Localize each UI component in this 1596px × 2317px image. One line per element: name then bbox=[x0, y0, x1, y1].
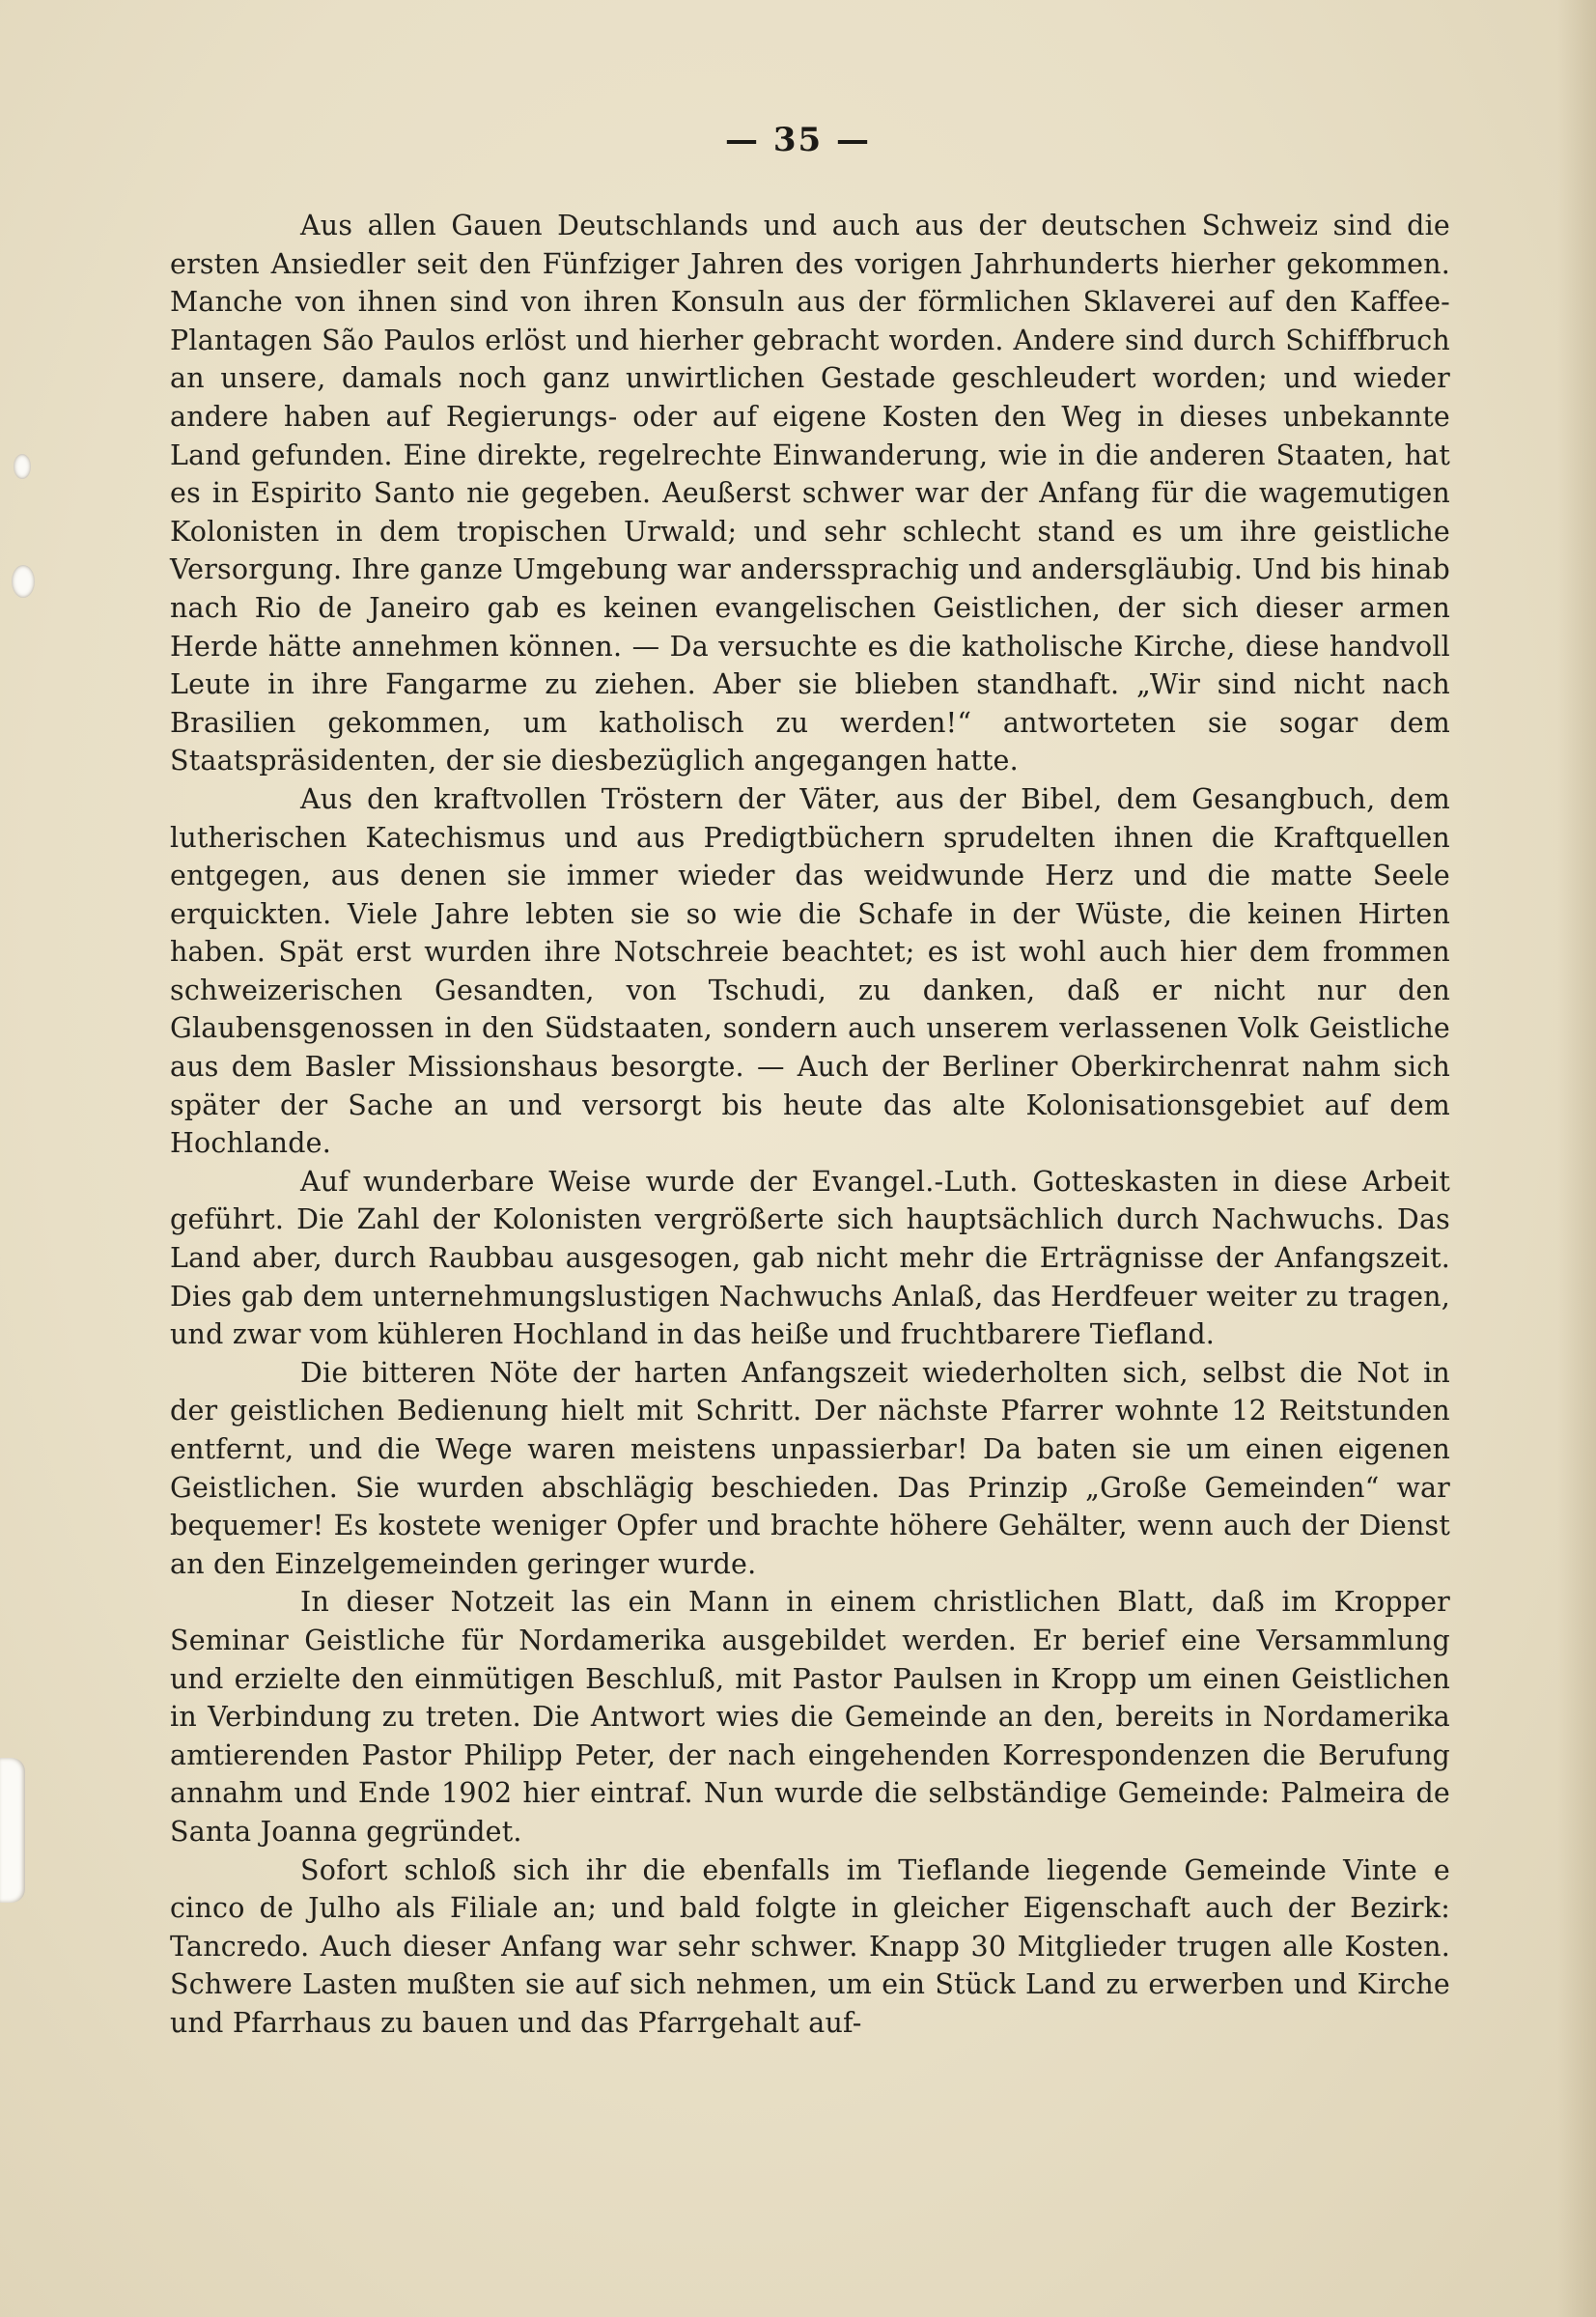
paragraph: Aus den kraftvollen Tröstern der Väter, aus der Bibel, dem Gesangbuch, dem lutherischen Katechismus und aus Predigtbüchern sprudelten ihnen die Kraftquellen entgegen, aus denen sie immer wieder das weidwunde Herz und die matte Seele erquickten. Viele Jahre lebten sie so wie die Schafe in der Wüste, die keinen Hirten haben. Spät erst wurden ihre Notschreie beachtet; es ist wohl auch hier dem frommen schweizerischen Gesandten, von Tschudi, zu danken, daß er nicht nur den Glaubensgenossen in den Südstaaten, sondern auch unserem verlassenen Volk Geistliche aus dem Basler Missionshaus besorgte. — Auch der Berliner Oberkirchenrat nahm sich später der Sache an und versorgt bis heute das alte Kolonisationsgebiet auf dem Hochlande. bbox=[170, 782, 1450, 1160]
body-text bbox=[170, 207, 1450, 2043]
paragraph: Sofort schloß sich ihr die ebenfalls im Tieflande liegende Gemeinde Vinte e cinco de Julho als Filiale an; und bald folgte in gleicher Eigenschaft auch der Bezirk: Tancredo. Auch dieser Anfang war sehr schwer. Knapp 30 Mitglieder trugen alle Kosten. Schwere Lasten mußten sie auf sich nehmen, um ein Stück Land zu erwerben und Kirche und Pfarrhaus zu bauen und das Pfarrgehalt auf- bbox=[170, 1853, 1450, 2039]
page-number: — 35 — bbox=[725, 121, 871, 159]
binding-hole bbox=[14, 454, 31, 479]
torn-edge bbox=[0, 1758, 25, 1903]
page-edge-shadow bbox=[1557, 0, 1596, 2317]
paragraph: Auf wunderbare Weise wurde der Evangel.-Luth. Gotteskasten in diese Arbeit geführt. Die Zahl der Kolonisten vergrößerte sich hauptsächlich durch Nachwuchs. Das Land aber, durch Raubbau ausgesogen, gab nicht mehr die Erträgnisse der Anfangszeit. Dies gab dem unternehmungslustigen Nachwuchs Anlaß, das Herdfeuer weiter zu tragen, und zwar vom kühleren Hochland in das heiße und fruchtbarere Tiefland. bbox=[170, 1165, 1450, 1351]
paragraph: Aus allen Gauen Deutschlands und auch aus der deutschen Schweiz sind die ersten Ansiedler seit den Fünfziger Jahren des vorigen Jahrhunderts hierher gekommen. Manche von ihnen sind von ihren Konsuln aus der förmlichen Sklaverei auf den Kaffee-Plantagen São Paulos erlöst und hierher gebracht worden. Andere sind durch Schiffbruch an unsere, damals noch ganz unwirtlichen Gestade geschleudert worden; und wieder andere haben auf Regierungs- oder auf eigene Kosten den Weg in dieses unbekannte Land gefunden. Eine direkte, regelrechte Einwanderung, wie in die anderen Staaten, hat es in Espirito Santo nie gegeben. Aeußerst schwer war der Anfang für die wagemutigen Kolonisten in dem tropischen Urwald; und sehr schlecht stand es um ihre geistliche Versorgung. Ihre ganze Umgebung war anderssprachig und andersgläubig. Und bis hinab nach Rio de Janeiro gab es keinen evangelischen Geistlichen, der sich dieser armen Herde hätte annehmen können. — Da versuchte es die katholische Kirche, diese handvoll Leute in ihre Fangarme zu ziehen. Aber sie blieben standhaft. „Wir sind nicht nach Brasilien gekommen, um katholisch zu werden!“ antworteten sie sogar dem Staatspräsidenten, der sie diesbezüglich angegangen hatte. bbox=[170, 210, 1450, 777]
paragraph: In dieser Notzeit las ein Mann in einem christlichen Blatt, daß im Kropper Seminar Geistliche für Nordamerika ausgebildet werden. Er berief eine Versammlung und erzielte den einmütigen Beschluß, mit Pastor Paulsen in Kropp um einen Geistlichen in Verbindung zu treten. Die Antwort wies die Gemeinde an den, bereits in Nordamerika amtierenden Pastor Philipp Peter, der nach eingehenden Korrespondenzen die Berufung annahm und Ende 1902 hier eintraf. Nun wurde die selbständige Gemeinde: Palmeira de Santa Joanna gegründet. bbox=[170, 1586, 1450, 1848]
binding-hole bbox=[12, 565, 35, 598]
paragraph: Die bitteren Nöte der harten Anfangszeit wiederholten sich, selbst die Not in der geistlichen Bedienung hielt mit Schritt. Der nächste Pfarrer wohnte 12 Reitstunden entfernt, und die Wege waren meistens unpassierbar! Da baten sie um einen eigenen Geistlichen. Sie wurden abschlägig beschieden. Das Prinzip „Große Gemeinden“ war bequemer! Es kostete weniger Opfer und brachte höhere Gehälter, wenn auch der Dienst an den Einzelgemeinden geringer wurde. bbox=[170, 1356, 1450, 1580]
